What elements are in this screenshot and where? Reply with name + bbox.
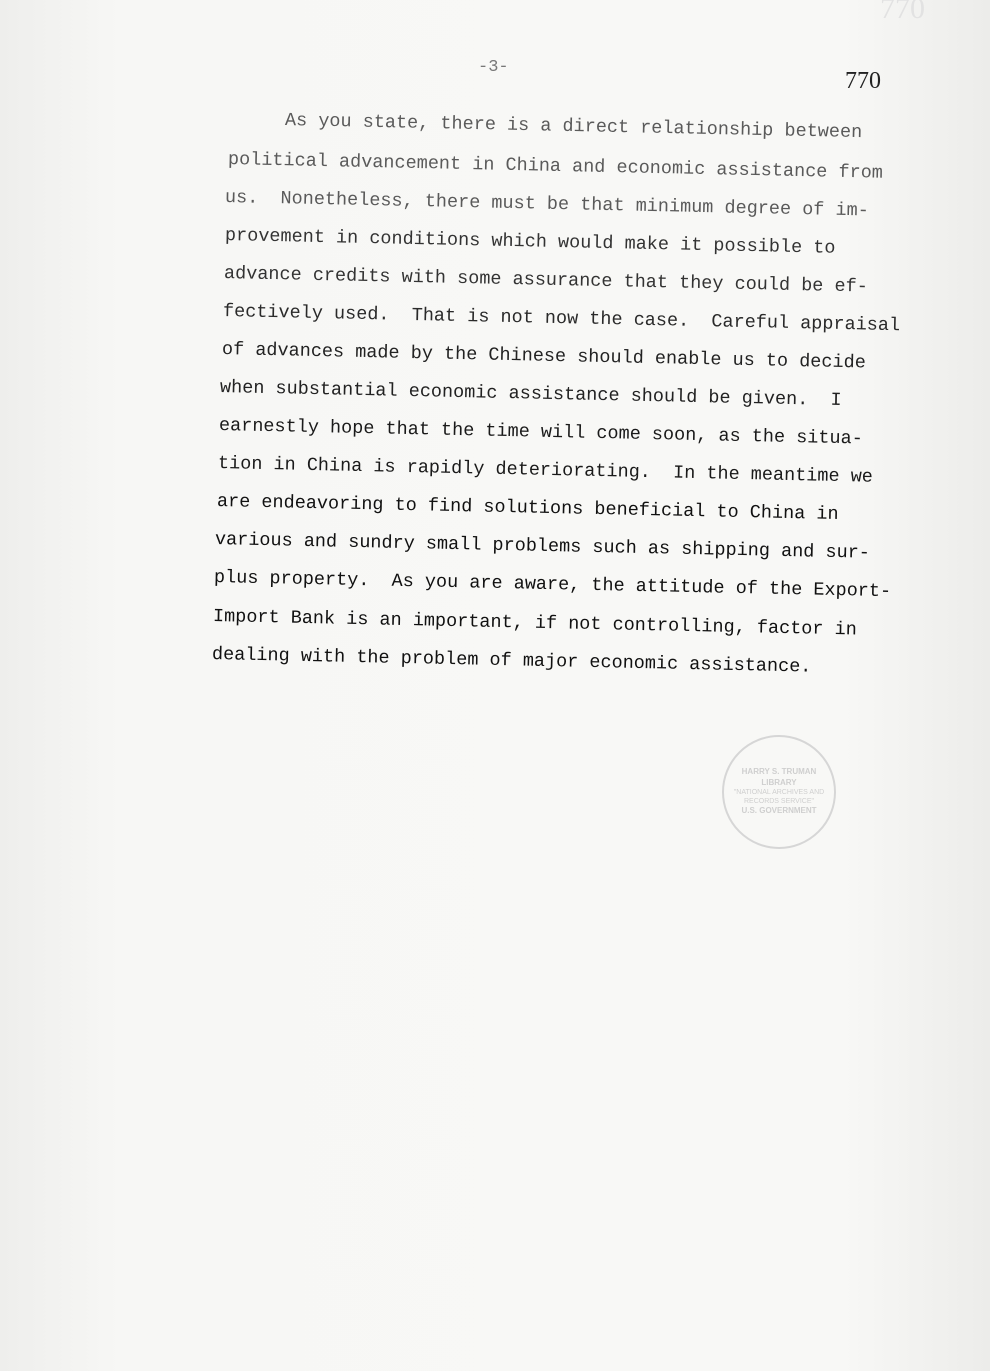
page-marker: -3- bbox=[478, 58, 509, 77]
body-line: tion in China is rapidly deteriorating. In the meantime we bbox=[217, 453, 874, 488]
body-line: various and sundry small problems such as shipping and sur- bbox=[214, 529, 871, 564]
stamp-bottom-text: U.S. GOVERNMENT bbox=[741, 806, 817, 816]
body-line: of advances made by the Chinese should enable us to decide bbox=[221, 339, 866, 374]
stamp-center-text: "NATIONAL ARCHIVES AND RECORDS SERVICE" bbox=[733, 789, 825, 806]
body-line: earnestly hope that the time will come soon, as the situa- bbox=[218, 415, 863, 450]
folio-number: 770 bbox=[845, 68, 881, 94]
body-line: when substantial economic assistance should be given. I bbox=[219, 377, 842, 412]
faint-corner-number: 770 bbox=[880, 0, 925, 25]
body-line: provement in conditions which would make it possible to bbox=[224, 225, 836, 259]
body-line: political advancement in China and economic assistance from bbox=[227, 149, 884, 184]
body-line: plus property. As you are aware, the attitude of the Export- bbox=[213, 567, 892, 603]
body-line: As you state, there is a direct relationship between bbox=[284, 110, 863, 144]
body-line: advance credits with some assurance that they could be ef- bbox=[223, 263, 868, 298]
body-line: dealing with the problem of major economic assistance. bbox=[211, 644, 812, 678]
body-line: us. Nonetheless, there must be that minimum degree of im- bbox=[224, 187, 869, 222]
body-line: fectively used. That is not now the case. Careful appraisal bbox=[222, 301, 901, 337]
archive-stamp bbox=[722, 735, 836, 849]
body-line: Import Bank is an important, if not controlling, factor in bbox=[212, 606, 857, 641]
stamp-top-text: HARRY S. TRUMAN LIBRARY bbox=[741, 767, 817, 787]
body-line: are endeavoring to find solutions beneficial to China in bbox=[216, 491, 839, 526]
